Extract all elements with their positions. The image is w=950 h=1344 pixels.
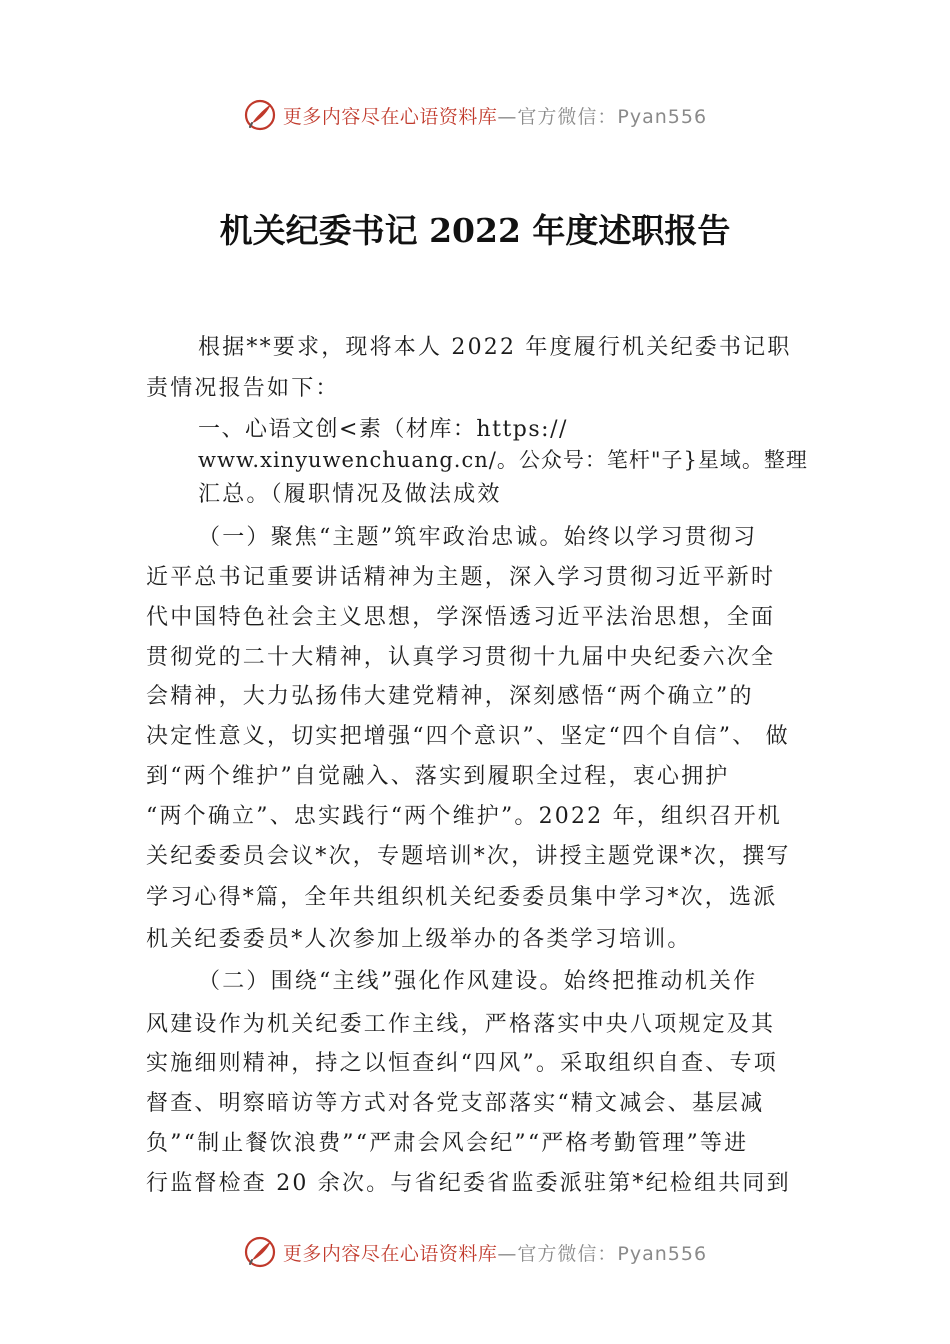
body-line: 责情况报告如下：	[146, 376, 340, 401]
body-line: 学习心得*篇，全年共组织机关纪委委员集中学习*次，选派	[146, 885, 778, 910]
body-line: “两个确立”、忠实践行“两个维护”。2022 年，组织召开机	[146, 804, 782, 829]
body-line: 行监督检查 20 余次。与省纪委省监委派驻第*纪检组共同到	[146, 1171, 791, 1196]
body-line: 近平总书记重要讲话精神为主题，深入学习贯彻习近平新时	[146, 565, 776, 590]
body-line: 一、心语文创<素（材库：https://	[198, 417, 568, 442]
body-line: 风建设作为机关纪委工作主线，严格落实中央八项规定及其	[146, 1012, 776, 1037]
body-line: （一）聚焦“主题”筑牢政治忠诚。始终以学习贯彻习	[198, 525, 758, 550]
body-line: （二）围绕“主线”强化作风建设。始终把推动机关作	[198, 969, 758, 994]
body-line: 根据**要求，现将本人 2022 年度履行机关纪委书记职	[198, 335, 792, 360]
body-line: 贯彻党的二十大精神，认真学习贯彻十九届中央纪委六次全	[146, 645, 776, 670]
body-line: 负”“制止餐饮浪费”“严肃会风会纪”“严格考勤管理”等进	[146, 1131, 749, 1156]
body-line: 汇总。（履职情况及做法成效	[198, 482, 502, 507]
wechat-text: —官方微信：Pyan556	[497, 105, 708, 128]
footer-banner	[0, 1232, 950, 1272]
body-line: 关纪委委员会议*次，专题培训*次，讲授主题党课*次，撰写	[146, 844, 791, 869]
quill-logo-icon	[243, 1235, 277, 1269]
quill-logo-icon	[243, 98, 277, 132]
brand-text: 更多内容尽在心语资料库	[282, 1242, 498, 1265]
body-line: 实施细则精神，持之以恒查纠“四风”。采取组织自查、专项	[146, 1051, 778, 1076]
document-title: 机关纪委书记 2022 年度述职报告	[219, 211, 731, 250]
body-line: 会精神，大力弘扬伟大建党精神，深刻感悟“两个确立”的	[146, 684, 754, 709]
header-banner	[0, 95, 950, 135]
body-line: 代中国特色社会主义思想，学深悟透习近平法治思想，全面	[146, 605, 776, 630]
body-line: 决定性意义，切实把增强“四个意识”、坚定“四个自信”、 做	[146, 724, 790, 749]
body-line: 督查、明察暗访等方式对各党支部落实“精文减会、基层减	[146, 1091, 765, 1116]
body-line: 到“两个维护”自觉融入、落实到履职全过程，衷心拥护	[146, 764, 730, 789]
wechat-text: —官方微信：Pyan556	[497, 1242, 708, 1265]
body-line: 机关纪委委员*人次参加上级举办的各类学习培训。	[146, 927, 692, 952]
brand-text: 更多内容尽在心语资料库	[282, 105, 498, 128]
body-line: www.xinyuwenchuang.cn/。公众号：笔杆"子}星域。整理	[198, 448, 808, 472]
